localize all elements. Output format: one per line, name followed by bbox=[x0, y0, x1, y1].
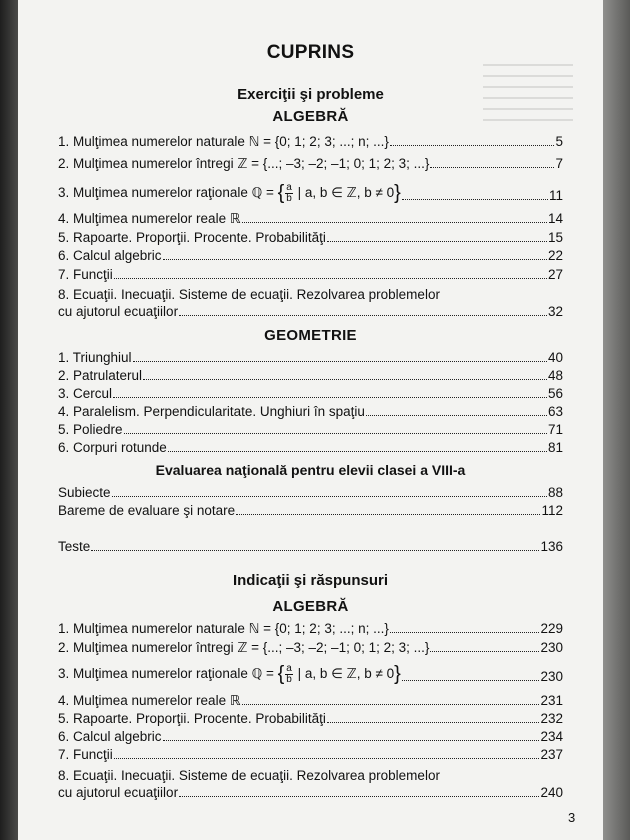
toc-entry-page: 15 bbox=[547, 230, 563, 245]
label-text: | a, b ∈ ℤ, b ≠ 0 bbox=[293, 666, 395, 682]
section-heading-algebra: ALGEBRĂ bbox=[272, 108, 349, 125]
dot-leader bbox=[124, 433, 547, 434]
toc-entry-label-line1: 8. Ecuaţii. Inecuaţii. Sisteme de ecuaţii. Rezolvarea problemelor bbox=[58, 287, 440, 302]
toc-entry bbox=[58, 183, 563, 204]
toc-entry bbox=[58, 155, 563, 172]
toc-entry-label: 2. Patrulaterul bbox=[58, 368, 143, 383]
section-heading-evaluare: Evaluarea naţională pentru elevii clasei a VIII-a bbox=[155, 462, 466, 478]
toc-entry-page: 7 bbox=[555, 156, 563, 171]
dot-leader bbox=[179, 315, 547, 316]
toc-entry-label bbox=[58, 664, 401, 685]
dot-leader bbox=[114, 278, 547, 279]
toc-entry-page: 136 bbox=[540, 539, 563, 554]
fraction-denominator: b bbox=[286, 674, 292, 685]
toc-entry-label: 6. Calcul algebric bbox=[58, 729, 162, 744]
toc-entry bbox=[58, 710, 563, 727]
toc-entry-label: 1. Mulţimea numerelor naturale ℕ = {0; 1; 2; 3; ...; n; ...} bbox=[58, 134, 389, 149]
toc-entry-page: 231 bbox=[540, 693, 563, 708]
brace-open-icon: { bbox=[277, 663, 285, 685]
toc-entry-label bbox=[58, 183, 401, 204]
toc-entry-page: 81 bbox=[547, 440, 563, 455]
toc-entry bbox=[58, 664, 563, 685]
toc-entry-label: 5. Rapoarte. Proporţii. Procente. Probabilităţi bbox=[58, 230, 326, 245]
toc-entry-label: 1. Mulţimea numerelor naturale ℕ = {0; 1; 2; 3; ...; n; ...} bbox=[58, 621, 389, 636]
label-text: 3. Mulţimea numerelor raţionale ℚ = bbox=[58, 185, 278, 201]
toc-entry-label: 2. Mulţimea numerelor întregi ℤ = {...; –3; –2; –1; 0; 1; 2; 3; ...} bbox=[58, 640, 430, 655]
toc-entry bbox=[58, 484, 563, 501]
section-heading-indicatii: Indicaţii şi răspunsuri bbox=[232, 572, 389, 589]
toc-entry-page: 240 bbox=[540, 785, 563, 800]
toc-entry-page: 40 bbox=[547, 350, 563, 365]
toc-entry bbox=[58, 133, 563, 150]
toc-entry-label: Bareme de evaluare şi notare bbox=[58, 503, 236, 518]
toc-entry-label: 2. Mulţimea numerelor întregi ℤ = {...; –3; –2; –1; 0; 1; 2; 3; ...} bbox=[58, 156, 430, 171]
dot-leader bbox=[402, 680, 540, 681]
toc-entry-page: 11 bbox=[548, 188, 563, 203]
toc-entry bbox=[58, 768, 563, 801]
toc-entry-page: 63 bbox=[547, 404, 563, 419]
dot-leader bbox=[113, 397, 547, 398]
toc-entry-label: 4. Paralelism. Perpendicularitate. Unghiuri în spaţiu bbox=[58, 404, 365, 419]
toc-entry bbox=[58, 538, 563, 555]
dot-leader bbox=[143, 379, 547, 380]
toc-entry bbox=[58, 620, 563, 637]
fraction bbox=[285, 664, 293, 685]
toc-entry-label: 7. Funcţii bbox=[58, 267, 113, 282]
toc-entry bbox=[58, 728, 563, 745]
brace-close-icon: } bbox=[394, 182, 401, 204]
section-heading-exercitii: Exerciţii şi probleme bbox=[237, 86, 384, 103]
toc-entry bbox=[58, 287, 563, 320]
book-gutter bbox=[0, 0, 18, 840]
book-page bbox=[18, 0, 603, 840]
dot-leader bbox=[91, 550, 539, 551]
dot-leader bbox=[112, 496, 547, 497]
toc-entry-page: 56 bbox=[547, 386, 563, 401]
toc-entry-label: 6. Corpuri rotunde bbox=[58, 440, 167, 455]
label-text: 3. Mulţimea numerelor raţionale ℚ = bbox=[58, 666, 278, 682]
toc-entry-page: 88 bbox=[547, 485, 563, 500]
dot-leader bbox=[430, 651, 539, 652]
dot-leader bbox=[168, 451, 547, 452]
dot-leader bbox=[163, 740, 540, 741]
toc-entry bbox=[58, 746, 563, 763]
dot-leader bbox=[327, 722, 540, 723]
toc-entry-label: 1. Triunghiul bbox=[58, 350, 132, 365]
dot-leader bbox=[390, 632, 540, 633]
toc-entry-page: 48 bbox=[547, 368, 563, 383]
dot-leader bbox=[163, 259, 547, 260]
dot-leader bbox=[236, 514, 540, 515]
dot-leader bbox=[242, 222, 547, 223]
toc-entry-label: cu ajutorul ecuaţiilor bbox=[58, 785, 179, 800]
toc-entry-label: 4. Mulţimea numerelor reale ℝ bbox=[58, 693, 241, 708]
dot-leader bbox=[242, 704, 540, 705]
toc-entry-page: 22 bbox=[547, 248, 563, 263]
section-heading-geometrie: GEOMETRIE bbox=[264, 327, 357, 344]
toc-entry-label: 7. Funcţii bbox=[58, 747, 113, 762]
dot-leader bbox=[133, 361, 547, 362]
toc-entry-label: 4. Mulţimea numerelor reale ℝ bbox=[58, 211, 241, 226]
toc-entry-page: 32 bbox=[547, 304, 563, 319]
toc-entry-page: 230 bbox=[540, 669, 563, 684]
toc-entry bbox=[58, 692, 563, 709]
label-text: | a, b ∈ ℤ, b ≠ 0 bbox=[293, 185, 395, 201]
toc-entry-label: Teste bbox=[58, 539, 91, 554]
page-title: CUPRINS bbox=[266, 42, 355, 63]
toc-entry-label: Subiecte bbox=[58, 485, 111, 500]
toc-entry-page: 14 bbox=[547, 211, 563, 226]
toc-entry-page: 5 bbox=[555, 134, 563, 149]
toc-entry-label-line1: 8. Ecuaţii. Inecuaţii. Sisteme de ecuaţii. Rezolvarea problemelor bbox=[58, 768, 440, 783]
toc-entry bbox=[58, 349, 563, 366]
toc-entry bbox=[58, 639, 563, 656]
dot-leader bbox=[114, 758, 540, 759]
dot-leader bbox=[366, 415, 547, 416]
toc-entry bbox=[58, 385, 563, 402]
toc-entry-page: 237 bbox=[540, 747, 563, 762]
page-number: 3 bbox=[568, 810, 576, 825]
toc-entry bbox=[58, 502, 563, 519]
page-edge bbox=[603, 0, 630, 840]
fraction-numerator: a bbox=[286, 182, 292, 193]
toc-entry bbox=[58, 266, 563, 283]
toc-entry-label: cu ajutorul ecuaţiilor bbox=[58, 304, 179, 319]
toc-entry-label: 5. Poliedre bbox=[58, 422, 123, 437]
toc-entry bbox=[58, 403, 563, 420]
section-heading-algebra-2: ALGEBRĂ bbox=[272, 598, 349, 615]
toc-entry bbox=[58, 247, 563, 264]
toc-entry bbox=[58, 421, 563, 438]
toc-entry-label: 5. Rapoarte. Proporţii. Procente. Probabilităţi bbox=[58, 711, 326, 726]
toc-entry-page: 230 bbox=[540, 640, 563, 655]
dot-leader bbox=[179, 796, 539, 797]
toc-entry-page: 229 bbox=[540, 621, 563, 636]
toc-entry-page: 234 bbox=[540, 729, 563, 744]
toc-entry bbox=[58, 439, 563, 456]
toc-entry-label: 3. Cercul bbox=[58, 386, 113, 401]
toc-entry bbox=[58, 367, 563, 384]
toc-entry-page: 27 bbox=[547, 267, 563, 282]
dot-leader bbox=[327, 241, 547, 242]
brace-close-icon: } bbox=[394, 663, 401, 685]
dot-leader bbox=[430, 167, 554, 168]
dot-leader bbox=[390, 145, 555, 146]
fraction-denominator: b bbox=[286, 193, 292, 204]
toc-entry-page: 71 bbox=[547, 422, 563, 437]
fraction bbox=[285, 183, 293, 204]
toc-entry bbox=[58, 229, 563, 246]
fraction-numerator: a bbox=[286, 663, 292, 674]
toc-entry-label: 6. Calcul algebric bbox=[58, 248, 162, 263]
toc-entry bbox=[58, 210, 563, 227]
brace-open-icon: { bbox=[277, 182, 285, 204]
toc-entry-page: 232 bbox=[540, 711, 563, 726]
dot-leader bbox=[402, 199, 548, 200]
toc-entry-page: 112 bbox=[541, 503, 563, 518]
